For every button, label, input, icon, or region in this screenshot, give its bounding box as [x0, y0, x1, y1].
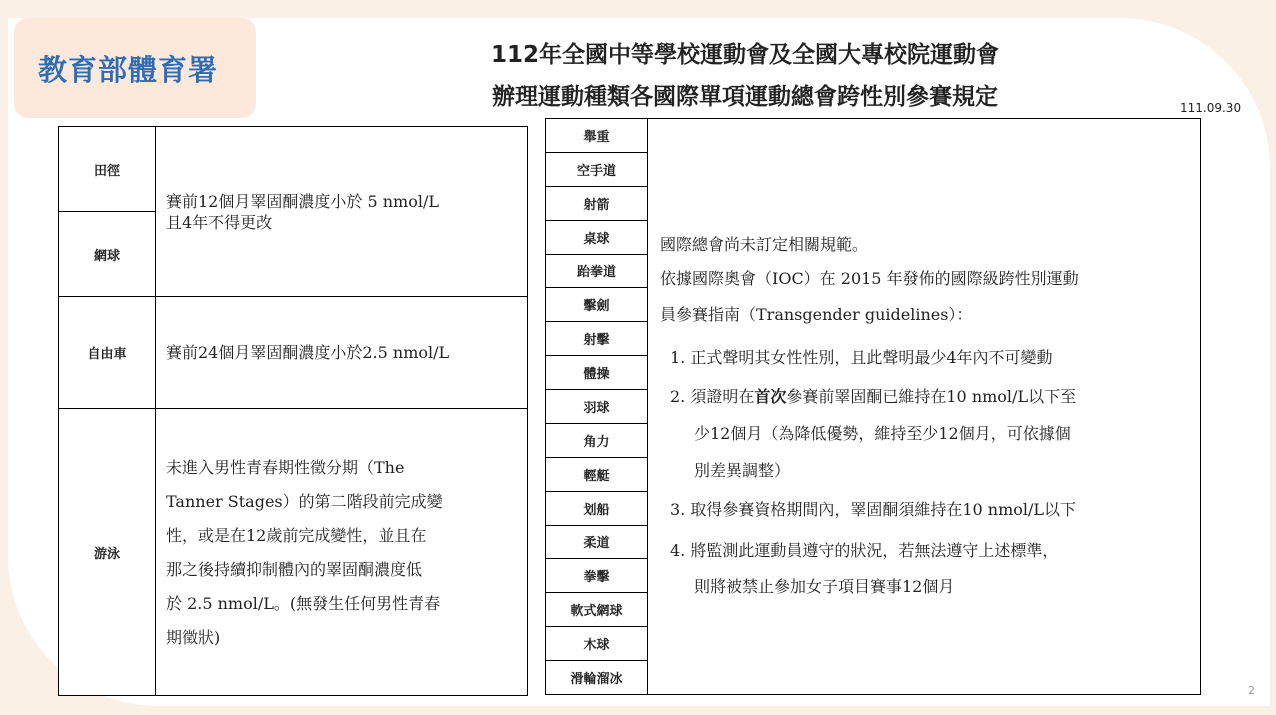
sport-name: 空手道: [546, 152, 648, 186]
sport-name: 擊劍: [546, 288, 648, 322]
rule-cell: [156, 409, 528, 696]
sport-name: 木球: [546, 627, 648, 661]
rule-line: 於 2.5 nmol/L。(無發生任何男性青春: [166, 594, 441, 613]
table-row: [59, 409, 528, 696]
rule-line: Tanner Stages）的第二階段前完成變: [166, 492, 443, 511]
guideline-item-4-cont: 則將被禁止參加女子項目賽事12個月: [694, 577, 955, 596]
sport-name: 羽球: [546, 390, 648, 424]
rule-line: 且4年不得更改: [166, 212, 273, 232]
table-row: [546, 119, 648, 153]
table-row: [546, 152, 648, 186]
table-row: [546, 593, 648, 627]
table-row: [546, 457, 648, 491]
rule-line: 賽前24個月睪固酮濃度小於2.5 nmol/L: [166, 343, 450, 362]
sport-name: 角力: [546, 423, 648, 457]
guideline-item-3: 3. 取得參賽資格期間內，睪固酮須維持在10 nmol/L以下: [670, 500, 1077, 519]
sport-name: 滑輪溜冰: [546, 661, 648, 695]
rule-line: 未進入男性青春期性徵分期（The: [166, 458, 405, 477]
table-row: [546, 661, 648, 695]
table-row: [546, 220, 648, 254]
sport-name: 拳擊: [546, 559, 648, 593]
document-date: 111.09.30: [1180, 101, 1242, 115]
rule-cell: [156, 297, 528, 409]
guideline-text: 國際總會尚未訂定相關規範。: [660, 235, 869, 254]
rule-cell: [156, 127, 528, 297]
sport-name: 體操: [546, 356, 648, 390]
table-row: [546, 322, 648, 356]
table-row: [546, 288, 648, 322]
guideline-item-2: [670, 384, 1076, 407]
table-row: [59, 297, 528, 409]
agency-name: 教育部體育署: [38, 53, 219, 87]
table-row: [546, 491, 648, 525]
table-row: [546, 186, 648, 220]
sport-name: 跆拳道: [546, 254, 648, 288]
table-row: [546, 254, 648, 288]
guideline-item-2-emphasis: 首次: [754, 387, 787, 406]
guideline-item-2-suffix: 參賽前睪固酮已維持在10 nmol/L以下至: [786, 387, 1077, 406]
sports-list-table: [545, 118, 648, 695]
table-row: [546, 390, 648, 424]
sport-cell: 網球: [59, 212, 156, 297]
sport-cell: 田徑: [59, 127, 156, 212]
sport-name: 舉重: [546, 119, 648, 153]
sport-name: 划船: [546, 491, 648, 525]
table-row: [546, 356, 648, 390]
sport-cell: 自由車: [59, 297, 156, 409]
sport-name: 桌球: [546, 220, 648, 254]
table-row: [546, 627, 648, 661]
guideline-item-2-cont: 少12個月（為降低優勢，維持至少12個月，可依據個: [694, 424, 1071, 443]
guideline-item-1: 1. 正式聲明其女性性別，且此聲明最少4年內不可變動: [670, 348, 1053, 367]
left-rules-table: [58, 126, 528, 696]
sport-name: 柔道: [546, 525, 648, 559]
guideline-item-4: 4. 將監測此運動員遵守的狀況，若無法遵守上述標準，: [670, 541, 1059, 560]
rule-line: 性，或是在12歲前完成變性，並且在: [166, 526, 427, 545]
guideline-text: 依據國際奧會（IOC）在 2015 年發佈的國際級跨性別運動: [660, 269, 1079, 288]
rule-line: 賽前12個月睪固酮濃度小於 5 nmol/L: [166, 191, 439, 211]
title-line-1: 112年全國中等學校運動會及全國大專校院運動會: [490, 42, 999, 68]
sport-name: 射箭: [546, 186, 648, 220]
guideline-item-2-cont: 別差異調整）: [694, 461, 791, 480]
guideline-item-2-prefix: 2. 須證明在: [670, 387, 755, 406]
table-row: [546, 525, 648, 559]
page-number: 2: [1248, 684, 1255, 697]
sport-name: 軟式網球: [546, 593, 648, 627]
table-row: [546, 423, 648, 457]
table-row: [59, 127, 528, 212]
guideline-text: 員參賽指南（Transgender guidelines）：: [660, 305, 973, 324]
title-line-2: 辦理運動種類各國際單項運動總會跨性別參賽規定: [492, 84, 998, 110]
ioc-guidelines-box: [647, 118, 1201, 695]
rule-line: 期徵狀): [166, 628, 221, 647]
rule-line: 那之後持續抑制體內的睪固酮濃度低: [166, 560, 423, 579]
sport-cell: 游泳: [59, 409, 156, 696]
sport-name: 輕艇: [546, 457, 648, 491]
sport-name: 射擊: [546, 322, 648, 356]
table-row: [546, 559, 648, 593]
